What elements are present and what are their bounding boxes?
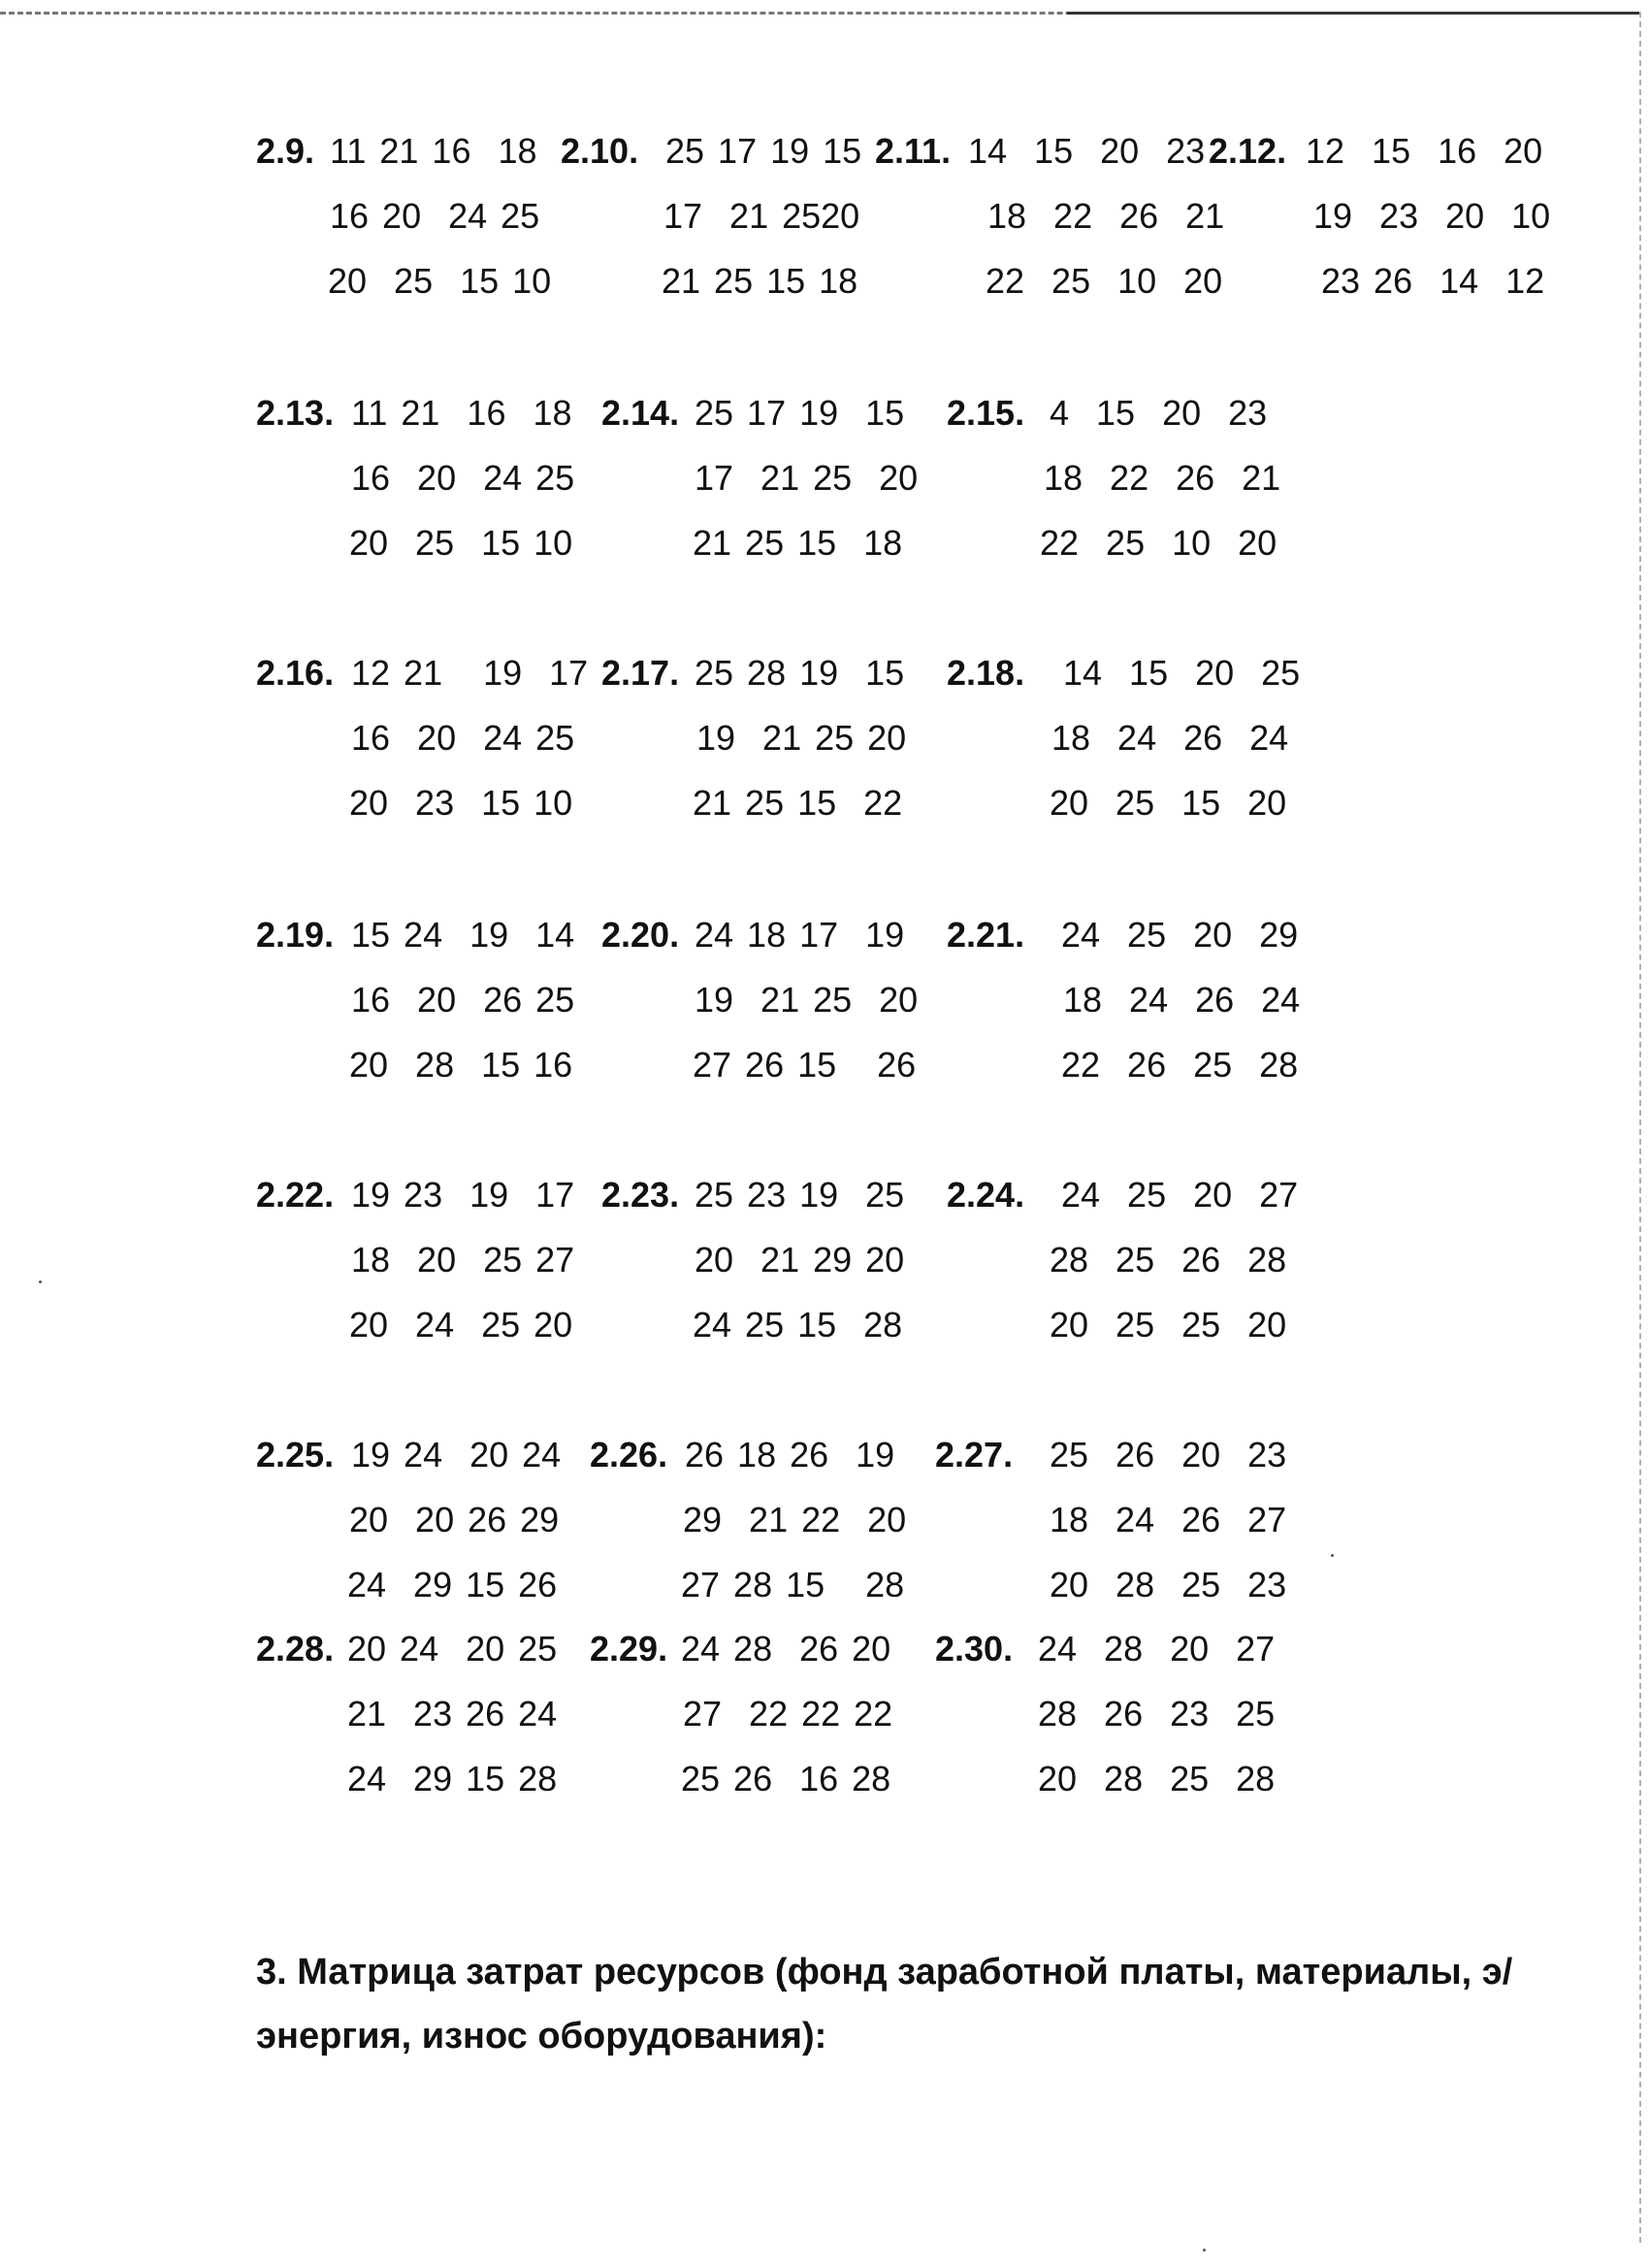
problem-label: 2.23. [601,1175,680,1215]
matrix-row: 25 28 19 15 [695,653,905,693]
matrix-row: 20 24 20 25 [347,1629,558,1669]
problem-label: 2.13. [256,393,335,433]
matrix-row: 18 24 26 24 [1051,718,1289,758]
matrix-row: 20 20 26 29 [349,1500,560,1539]
problem-label: 2.9. [256,131,315,171]
scan-edge-right [1639,12,1641,2243]
problem-label: 2.17. [601,653,680,693]
problem-label: 2.28. [256,1629,335,1669]
matrix-row: 20 28 25 23 [1050,1565,1287,1604]
matrix-row: 19 23 19 17 [351,1175,575,1215]
matrix-row: 16 20 24 25 [351,458,575,498]
matrix-row: 18 20 25 27 [351,1240,575,1280]
problem-label: 2.15. [947,393,1025,433]
matrix-row: 24 28 26 20 [681,1629,891,1669]
matrix-row: 20 25 15 10 [328,261,552,301]
matrix-row: 20 25 15 20 [1050,783,1287,823]
matrix-row: 25 23 19 25 [695,1175,905,1215]
section-heading: 3. Матрица затрат ресурсов (фонд заработной платы, материалы, э/энергия, износ оборудования): [256,1952,1513,2057]
matrix-row: 20 28 25 28 [1038,1759,1276,1798]
matrix-row: 24 18 17 19 [695,915,905,955]
matrix-row: 25 26 16 28 [681,1759,891,1798]
matrix-row: 11 21 16 18 [330,131,537,171]
matrix-row: 19 24 20 24 [351,1435,562,1474]
scan-edge-top-line [1067,12,1639,15]
matrix-row: 16 20 26 25 [351,980,575,1020]
matrix-row: 24 29 15 28 [347,1759,558,1798]
problem-label: 2.18. [947,653,1025,693]
matrix-row: 14 15 20 23 [968,131,1206,171]
matrix-row: 18 22 26 21 [1044,458,1281,498]
matrix-row: 12 21 19 17 [351,653,589,693]
matrix-row: 21 23 26 24 [347,1694,558,1733]
matrix-row: 25 17 19 15 [665,131,862,171]
matrix-row: 27 26 15 26 [693,1045,917,1085]
matrix-row: 24 29 15 26 [347,1565,558,1604]
matrix-row: 24 28 20 27 [1038,1629,1276,1669]
matrix-row: 25 26 20 23 [1050,1435,1287,1474]
matrix-row: 20 25 25 20 [1050,1305,1287,1345]
problem-label: 2.10. [561,131,639,171]
matrix-row: 23 26 14 12 [1321,261,1545,301]
matrix-row: 28 26 23 25 [1038,1694,1276,1733]
matrix-row: 27 28 15 28 [681,1565,905,1604]
problem-label: 2.29. [590,1629,668,1669]
matrix-row: 28 25 26 28 [1050,1240,1287,1280]
problem-label: 2.25. [256,1435,335,1474]
problem-label: 2.30. [935,1629,1014,1669]
matrix-row: 14 15 20 25 [1063,653,1301,693]
matrix-row: 20 21 29 20 [695,1240,905,1280]
matrix-row: 18 22 26 21 [987,196,1225,236]
matrix-row: 29 21 22 20 [683,1500,907,1539]
problem-label: 2.16. [256,653,335,693]
matrix-row: 22 25 10 20 [986,261,1223,301]
matrix-row: 27 22 22 22 [683,1694,893,1733]
scan-speck [1331,1554,1334,1557]
matrix-row: 24 25 20 29 [1061,915,1299,955]
matrix-row: 20 24 25 20 [349,1305,573,1345]
matrix-row: 21 25 15 18 [662,261,858,301]
problem-label: 2.14. [601,393,680,433]
problem-label: 2.20. [601,915,680,955]
matrix-row: 16 20 24 25 [351,718,575,758]
problem-label: 2.27. [935,1435,1014,1474]
scan-speck [39,1280,42,1283]
matrix-row: 25 17 19 15 [695,393,905,433]
matrix-row: 21 25 15 18 [693,523,903,563]
matrix-row: 24 25 20 27 [1061,1175,1299,1215]
matrix-row: 19 21 25 20 [696,718,907,758]
problem-label: 2.26. [590,1435,668,1474]
problem-label: 2.12. [1209,131,1287,171]
matrix-row: 12 15 16 20 [1306,131,1543,171]
matrix-row: 20 23 15 10 [349,783,573,823]
problem-label: 2.24. [947,1175,1025,1215]
problem-label: 2.22. [256,1175,335,1215]
matrix-row: 11 21 16 18 [351,393,572,433]
matrix-row: 18 24 26 24 [1063,980,1301,1020]
matrix-row: 20 25 15 10 [349,523,573,563]
scan-speck [1203,2249,1206,2252]
matrix-row: 22 26 25 28 [1061,1045,1299,1085]
matrix-row: 21 25 15 22 [693,783,903,823]
problem-label: 2.19. [256,915,335,955]
matrix-row: 16 20 24 25 [330,196,540,236]
matrix-row: 26 18 26 19 [685,1435,895,1474]
matrix-row: 20 28 15 16 [349,1045,573,1085]
matrix-row: 15 24 19 14 [351,915,575,955]
matrix-row: 4 15 20 23 [1050,393,1268,433]
matrix-row: 19 21 25 20 [695,980,919,1020]
matrix-row: 24 25 15 28 [693,1305,903,1345]
matrix-row: 22 25 10 20 [1040,523,1277,563]
matrix-row: 18 24 26 27 [1050,1500,1287,1539]
problem-label: 2.21. [947,915,1025,955]
matrix-row: 17 21 25 20 [695,458,919,498]
matrix-row: 19 23 20 10 [1313,196,1551,236]
matrix-row: 17 21 2520 [663,196,860,236]
problem-label: 2.11. [875,131,952,171]
